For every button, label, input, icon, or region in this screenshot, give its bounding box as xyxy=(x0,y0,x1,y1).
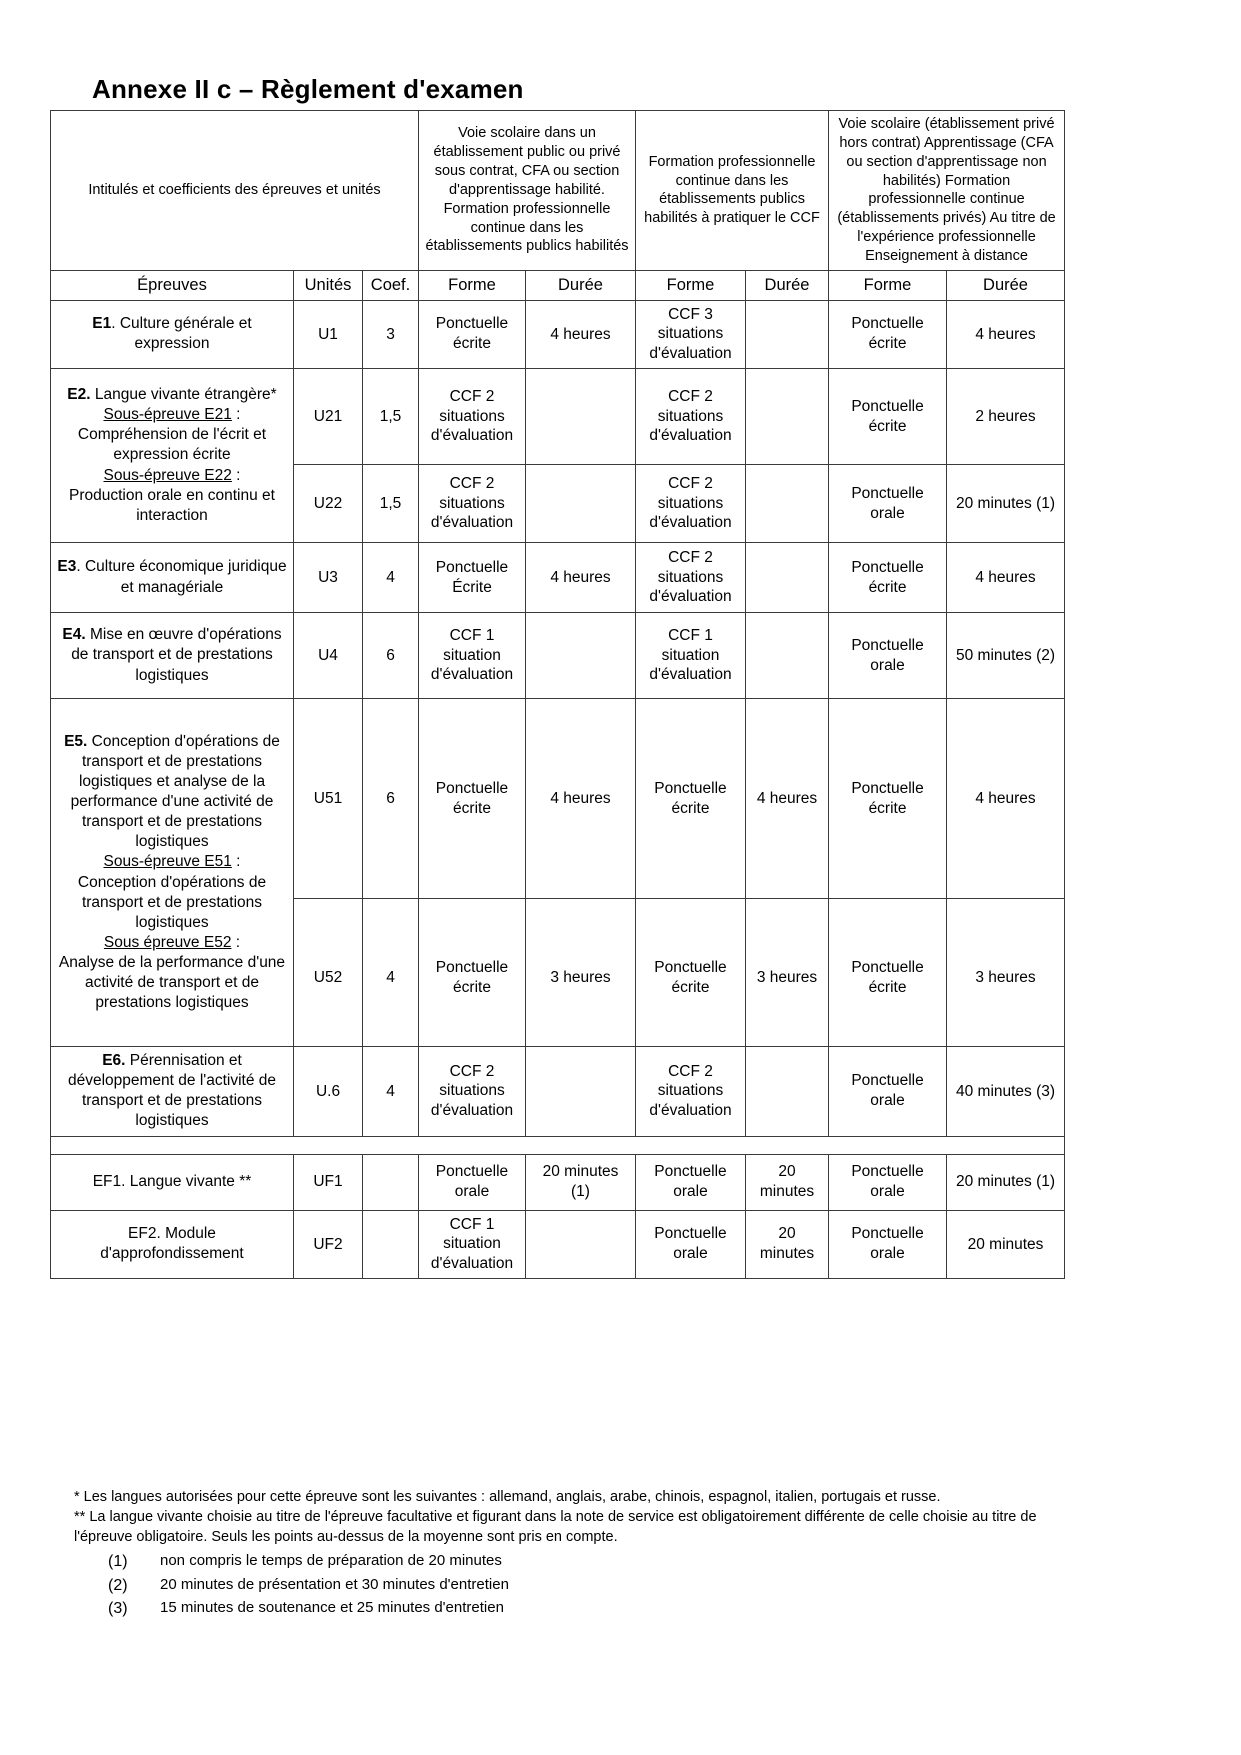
cell-e22-coef: 1,5 xyxy=(363,465,419,543)
row-code-e5: E5. xyxy=(64,732,88,750)
table-row-e6 xyxy=(51,1047,1065,1137)
note-text-2: 20 minutes de présentation et 30 minutes d'entretien xyxy=(160,1575,509,1593)
col-header-epreuves: Épreuves xyxy=(51,270,294,300)
row-desc-e21: Compréhension de l'écrit et expression écrite xyxy=(77,426,267,464)
row-label-e1 xyxy=(51,300,294,368)
cell-e1-duree-3: 4 heures xyxy=(947,300,1065,368)
cell-e21-unite: U21 xyxy=(294,369,363,465)
cell-e51-forme-1: Ponctuelle écrite xyxy=(419,699,526,899)
table-row-ef1 xyxy=(51,1154,1065,1210)
cell-ef1-unite: UF1 xyxy=(294,1154,363,1210)
row-code-e4: E4. xyxy=(62,626,86,644)
cell-ef2-forme-1: CCF 1 situation d'évaluation xyxy=(419,1210,526,1278)
row-subtitle-e51-colon: : xyxy=(231,853,241,871)
cell-ef2-forme-2: Ponctuelle orale xyxy=(636,1210,746,1278)
cell-e1-forme-1: Ponctuelle écrite xyxy=(419,300,526,368)
cell-e1-coef: 3 xyxy=(363,300,419,368)
header-intitules: Intitulés et coefficients des épreuves et unités xyxy=(51,111,419,271)
table-header-columns xyxy=(51,270,1065,300)
col-header-coef: Coef. xyxy=(363,270,419,300)
note-marker-1: (1) xyxy=(108,1553,128,1571)
list-item xyxy=(74,1551,1074,1572)
cell-e6-duree-2 xyxy=(746,1047,829,1137)
row-subtitle-e21-colon: : xyxy=(231,406,241,424)
cell-ef2-forme-3: Ponctuelle orale xyxy=(829,1210,947,1278)
cell-ef2-duree-1 xyxy=(526,1210,636,1278)
col-header-unites: Unités xyxy=(294,270,363,300)
cell-e3-coef: 4 xyxy=(363,543,419,613)
list-item xyxy=(74,1598,1074,1619)
table-row-e2-e21 xyxy=(51,369,1065,465)
cell-ef1-duree-1: 20 minutes (1) xyxy=(526,1154,636,1210)
header-group-voie-scolaire-hors-contrat: Voie scolaire (établissement privé hors contrat) Apprentissage (CFA ou section d'apprentissage non habilités) Formation professionnelle continue (établissements privés) Au titre de l'expérience professionnelle Enseignement à distance xyxy=(829,111,1065,271)
cell-e1-duree-1: 4 heures xyxy=(526,300,636,368)
cell-e6-coef: 4 xyxy=(363,1047,419,1137)
table-row-e5-e51 xyxy=(51,699,1065,899)
row-label-e2 xyxy=(51,369,294,543)
cell-e52-forme-1: Ponctuelle écrite xyxy=(419,899,526,1047)
cell-e21-forme-1: CCF 2 situations d'évaluation xyxy=(419,369,526,465)
note-marker-2: (2) xyxy=(108,1576,128,1594)
cell-e22-forme-3: Ponctuelle orale xyxy=(829,465,947,543)
table-block-separator xyxy=(51,1136,1065,1154)
row-code-e3: E3 xyxy=(57,558,77,576)
table-row-e3 xyxy=(51,543,1065,613)
cell-e21-coef: 1,5 xyxy=(363,369,419,465)
cell-e51-forme-3: Ponctuelle écrite xyxy=(829,699,947,899)
cell-e1-forme-3: Ponctuelle écrite xyxy=(829,300,947,368)
cell-ef2-unite: UF2 xyxy=(294,1210,363,1278)
cell-e22-forme-1: CCF 2 situations d'évaluation xyxy=(419,465,526,543)
row-label-e5 xyxy=(51,699,294,1047)
cell-ef1-forme-3: Ponctuelle orale xyxy=(829,1154,947,1210)
cell-e51-coef: 6 xyxy=(363,699,419,899)
row-label-ef2: EF2. Module d'approfondissement xyxy=(51,1210,294,1278)
col-header-forme-1: Forme xyxy=(419,270,526,300)
cell-e6-duree-1 xyxy=(526,1047,636,1137)
cell-e22-duree-3: 20 minutes (1) xyxy=(947,465,1065,543)
cell-e51-duree-2: 4 heures xyxy=(746,699,829,899)
cell-ef1-forme-1: Ponctuelle orale xyxy=(419,1154,526,1210)
cell-e4-duree-3: 50 minutes (2) xyxy=(947,613,1065,699)
cell-e3-unite: U3 xyxy=(294,543,363,613)
row-code-e2: E2. xyxy=(67,386,91,404)
col-header-forme-2: Forme xyxy=(636,270,746,300)
row-label-e6 xyxy=(51,1047,294,1137)
cell-e6-duree-3: 40 minutes (3) xyxy=(947,1047,1065,1137)
cell-e6-forme-3: Ponctuelle orale xyxy=(829,1047,947,1137)
cell-e52-duree-2: 3 heures xyxy=(746,899,829,1047)
cell-ef2-duree-2: 20 minutes xyxy=(746,1210,829,1278)
table-row-ef2 xyxy=(51,1210,1065,1278)
header-group-formation-continue-ccf: Formation professionnelle continue dans les établissements publics habilités à pratiquer le CCF xyxy=(636,111,829,271)
list-item xyxy=(74,1575,1074,1596)
cell-e22-unite: U22 xyxy=(294,465,363,543)
cell-ef1-forme-2: Ponctuelle orale xyxy=(636,1154,746,1210)
row-title-e6: Pérennisation et développement de l'activité de transport et de prestations logistiques xyxy=(67,1052,277,1130)
note-text-1: non compris le temps de préparation de 20 minutes xyxy=(160,1552,502,1570)
cell-e4-forme-3: Ponctuelle orale xyxy=(829,613,947,699)
cell-e3-duree-3: 4 heures xyxy=(947,543,1065,613)
cell-e52-forme-3: Ponctuelle écrite xyxy=(829,899,947,1047)
row-subtitle-e51: Sous-épreuve E51 xyxy=(103,853,232,871)
numbered-notes-list xyxy=(74,1551,1074,1619)
cell-e52-unite: U52 xyxy=(294,899,363,1047)
footnote-star: * Les langues autorisées pour cette épreuve sont les suivantes : allemand, anglais, arabe, chinois, espagnol, italien, portugais et russe. xyxy=(74,1489,941,1505)
cell-e51-forme-2: Ponctuelle écrite xyxy=(636,699,746,899)
cell-e22-duree-2 xyxy=(746,465,829,543)
cell-e21-forme-2: CCF 2 situations d'évaluation xyxy=(636,369,746,465)
cell-e4-duree-1 xyxy=(526,613,636,699)
cell-e52-duree-1: 3 heures xyxy=(526,899,636,1047)
cell-e6-forme-2: CCF 2 situations d'évaluation xyxy=(636,1047,746,1137)
note-text-3: 15 minutes de soutenance et 25 minutes d'entretien xyxy=(160,1599,504,1617)
note-marker-3: (3) xyxy=(108,1600,128,1618)
row-title-e4: Mise en œuvre d'opérations de transport et de prestations logistiques xyxy=(71,626,282,684)
row-title-e1: . Culture générale et expression xyxy=(111,315,252,353)
cell-e6-unite: U.6 xyxy=(294,1047,363,1137)
row-subtitle-e52-colon: : xyxy=(231,933,241,951)
row-label-ef1: EF1. Langue vivante ** xyxy=(51,1154,294,1210)
row-code-e6: E6. xyxy=(102,1052,126,1070)
col-header-duree-2: Durée xyxy=(746,270,829,300)
row-title-e5: Conception d'opérations de transport et de prestations logistiques et analyse de la performance d'une activité de transport et de prestations logistiques xyxy=(70,732,280,851)
cell-e3-forme-1: Ponctuelle Écrite xyxy=(419,543,526,613)
cell-e1-duree-2 xyxy=(746,300,829,368)
footnote-double-star: ** La langue vivante choisie au titre de l'épreuve facultative et figurant dans la note de service est obligatoirement différente de celle choisie au titre de l'épreuve obligatoire. Seuls les points au-dessus de la moyenne sont pris en compte. xyxy=(74,1509,1037,1545)
row-desc-e51: Conception d'opérations de transport et de prestations logistiques xyxy=(77,873,267,931)
reglement-examen-table xyxy=(50,110,1065,1279)
row-subtitle-e22: Sous-épreuve E22 xyxy=(103,466,232,484)
cell-e3-forme-3: Ponctuelle écrite xyxy=(829,543,947,613)
cell-e51-unite: U51 xyxy=(294,699,363,899)
cell-e51-duree-3: 4 heures xyxy=(947,699,1065,899)
cell-e3-duree-1: 4 heures xyxy=(526,543,636,613)
cell-e52-duree-3: 3 heures xyxy=(947,899,1065,1047)
cell-e4-coef: 6 xyxy=(363,613,419,699)
cell-e51-duree-1: 4 heures xyxy=(526,699,636,899)
footnotes-block xyxy=(74,1488,1074,1622)
row-label-e4 xyxy=(51,613,294,699)
cell-e52-forme-2: Ponctuelle écrite xyxy=(636,899,746,1047)
cell-e21-forme-3: Ponctuelle écrite xyxy=(829,369,947,465)
cell-e21-duree-1 xyxy=(526,369,636,465)
cell-e22-forme-2: CCF 2 situations d'évaluation xyxy=(636,465,746,543)
row-subtitle-e52: Sous épreuve E52 xyxy=(103,933,232,951)
row-subtitle-e22-colon: : xyxy=(231,466,241,484)
table-header-groups xyxy=(51,111,1065,271)
row-desc-e52: Analyse de la performance d'une activité de transport et de prestations logistiques xyxy=(58,954,286,1012)
cell-ef1-coef xyxy=(363,1154,419,1210)
page-title: Annexe II c – Règlement d'examen xyxy=(92,74,524,104)
col-header-duree-3: Durée xyxy=(947,270,1065,300)
cell-e6-forme-1: CCF 2 situations d'évaluation xyxy=(419,1047,526,1137)
header-group-voie-scolaire-habilite: Voie scolaire dans un établissement public ou privé sous contrat, CFA ou section d'apprentissage habilité. Formation professionnelle continue dans les établissements publics habilités xyxy=(419,111,636,271)
cell-e22-duree-1 xyxy=(526,465,636,543)
row-desc-e22: Production orale en continu et interaction xyxy=(69,486,275,524)
row-title-e2: Langue vivante étrangère* xyxy=(90,386,277,404)
row-subtitle-e21: Sous-épreuve E21 xyxy=(103,406,232,424)
cell-e4-forme-1: CCF 1 situation d'évaluation xyxy=(419,613,526,699)
col-header-forme-3: Forme xyxy=(829,270,947,300)
table-row-e1 xyxy=(51,300,1065,368)
cell-e21-duree-2 xyxy=(746,369,829,465)
cell-e4-duree-2 xyxy=(746,613,829,699)
cell-e3-duree-2 xyxy=(746,543,829,613)
cell-e3-forme-2: CCF 2 situations d'évaluation xyxy=(636,543,746,613)
cell-ef1-duree-3: 20 minutes (1) xyxy=(947,1154,1065,1210)
row-title-e3: . Culture économique juridique et managériale xyxy=(76,558,287,596)
cell-e4-unite: U4 xyxy=(294,613,363,699)
cell-ef2-coef xyxy=(363,1210,419,1278)
row-label-e3 xyxy=(51,543,294,613)
col-header-duree-1: Durée xyxy=(526,270,636,300)
cell-e1-forme-2: CCF 3 situations d'évaluation xyxy=(636,300,746,368)
table-row-e4 xyxy=(51,613,1065,699)
cell-e4-forme-2: CCF 1 situation d'évaluation xyxy=(636,613,746,699)
cell-ef2-duree-3: 20 minutes xyxy=(947,1210,1065,1278)
cell-e1-unite: U1 xyxy=(294,300,363,368)
cell-ef1-duree-2: 20 minutes xyxy=(746,1154,829,1210)
cell-e21-duree-3: 2 heures xyxy=(947,369,1065,465)
row-code-e1: E1 xyxy=(92,315,112,333)
cell-e52-coef: 4 xyxy=(363,899,419,1047)
